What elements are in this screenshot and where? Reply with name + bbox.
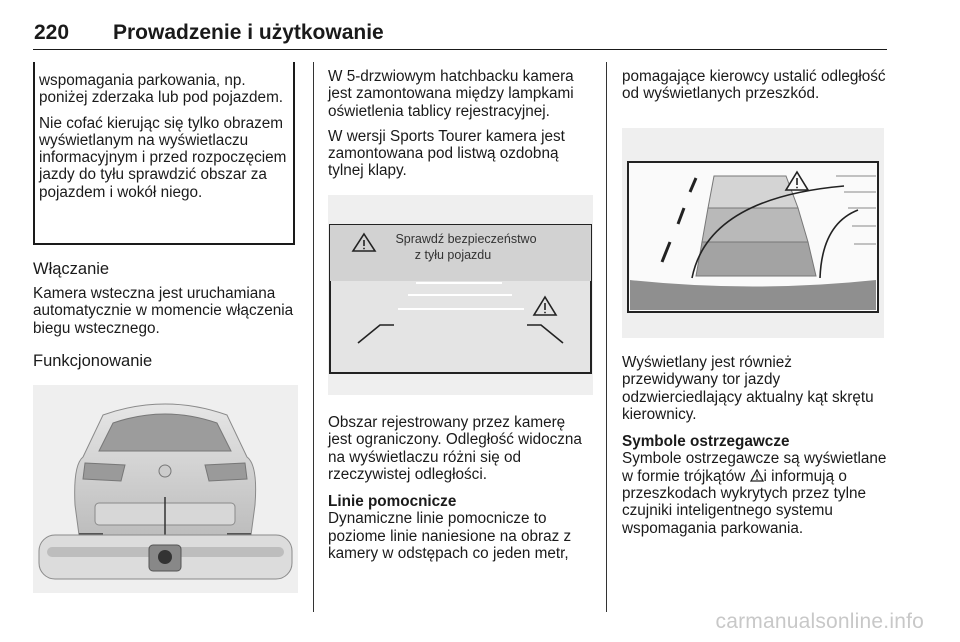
warning-triangle-icon	[750, 469, 764, 482]
column-2-text-bottom	[328, 414, 593, 570]
col2-paragraph-2: W wersji Sports Tourer kamera jest zamontowana pod listwą ozdobną tylnej klapy.	[328, 127, 565, 180]
heading-warning-symbols: Symbole ostrzegawcze	[622, 433, 790, 451]
column-3-text-top	[622, 68, 888, 111]
col2-paragraph-1: W 5-drzwiowym hatchbacku kamera jest zamontowana między lampkami oświetlenia tablicy rejestracyjnej.	[328, 68, 574, 120]
screen-warning-line-2: z tyłu pojazdu	[414, 248, 492, 262]
column-3-text-bottom	[622, 354, 888, 545]
heading-guide-lines: Linie pomocnicze	[328, 493, 457, 511]
col2-paragraph-4: Dynamiczne linie pomocnicze to poziome linie naniesione na obraz z kamery w odstępach co jeden metr,	[328, 510, 572, 563]
heading-switching-on: Włączanie	[33, 260, 110, 278]
heading-function: Funkcjonowanie	[33, 351, 153, 370]
watermark: carmanualsonline.info	[715, 610, 924, 633]
page-title: Prowadzenie i użytkowanie	[113, 21, 384, 44]
col3-paragraph-3	[622, 450, 888, 536]
notice-paragraph-1: wspomagania parkowania, np. poniżej zderzaka lub pod pojazdem.	[39, 72, 284, 107]
header-rule	[33, 49, 887, 50]
col2-paragraph-3: Obszar rejestrowany przez kamerę jest ograniczony. Odległość widoczna na wyświetlaczu różni się od rzeczywistej odległości.	[328, 414, 582, 483]
col3-paragraph-2: Wyświetlany jest również przewidywany tor jazdy odzwierciedlający aktualny kąt skrętu kierownicy.	[622, 354, 874, 423]
warning-notice-box	[33, 62, 295, 245]
column-divider-1	[313, 62, 314, 612]
car-rear-camera-illustration	[33, 385, 298, 593]
col3-paragraph-1: pomagające kierowcy ustalić odległość od wyświetlanych przeszkód.	[622, 68, 886, 103]
column-1-text	[33, 259, 299, 371]
column-divider-2	[606, 62, 607, 612]
symbols-text-after: i informują o przeszkodach wykrytych przez tylne czujniki inteligentnego systemu wspomagania parkowania.	[622, 467, 866, 537]
notice-paragraph-2: Nie cofać kierując się tylko obrazem wyświetlanym na wyświetlaczu informacyjnym i przed rozpoczęciem jazdy do tyłu sprawdzić obszar za pojazdem i wokół niego.	[39, 114, 287, 201]
symbols-text-before: Symbole ostrzegawcze są wyświetlane w formie trójkątów	[622, 450, 887, 485]
camera-screen-figure	[328, 195, 593, 395]
screen-warning-line-1: Sprawdź bezpieczeństwo	[395, 232, 537, 246]
page-number: 220	[34, 21, 70, 44]
dynamic-guidelines-figure	[622, 128, 884, 338]
column-2-text-top	[328, 68, 593, 188]
switching-on-text: Kamera wsteczna jest uruchamiana automatycznie w momencie włączenia biegu wstecznego.	[33, 285, 294, 337]
